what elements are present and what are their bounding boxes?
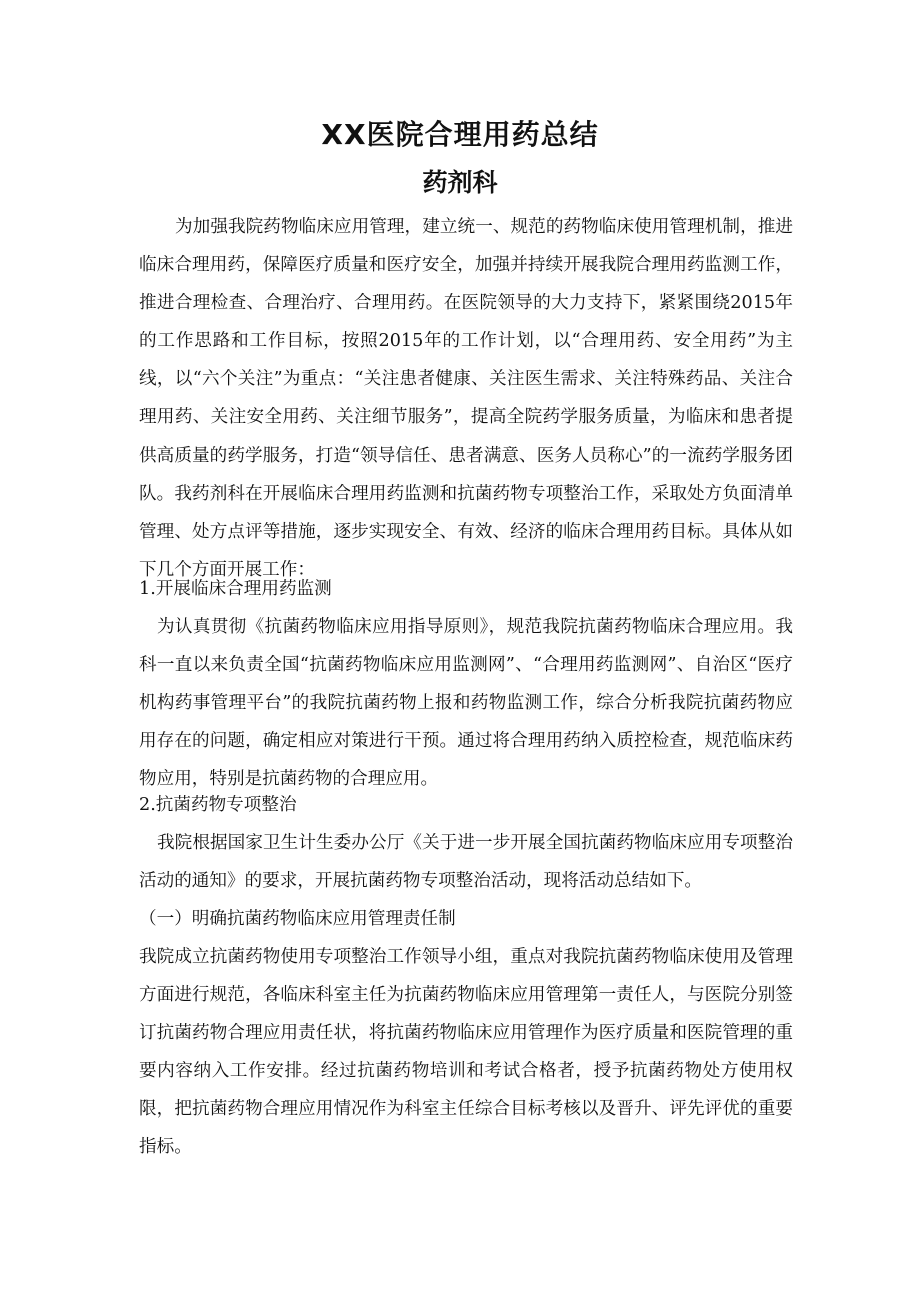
document-title: XX医院合理用药总结 xyxy=(321,118,599,151)
section-2-heading: 2.抗菌药物专项整治 xyxy=(139,795,297,815)
section-1-paragraph: 为认真贯彻《抗菌药物临床应用指导原则》，规范我院抗菌药物临床合理应用。我科一直以来负责全国“抗菌药物临床应用监测网”、“合理用药监测网”、自治区“医疗机构药事管理平台”的我院抗菌药物上报和药物监测工作，综合分析我院抗菌药物应用存在的问题，确定相应对策进行干预。通过将合理用药纳入质控检查，规范临床药物应用，特别是抗菌药物的合理应用。 xyxy=(139,617,793,790)
section-2-paragraph: 我院根据国家卫生计生委办公厅《关于进一步开展全国抗菌药物临床应用专项整治活动的通知》的要求，开展抗菌药物专项整治活动，现将活动总结如下。 xyxy=(139,833,793,892)
intro-paragraph: 为加强我院药物临床应用管理，建立统一、规范的药物临床使用管理机制，推进临床合理用药，保障医疗质量和医疗安全，加强并持续开展我院合理用药监测工作，推进合理检查、合理治疗、合理用药。在医院领导的大力支持下，紧紧围绕2015年的工作思路和工作目标，按照2015年的工作计划，以“合理用药、安全用药”为主线，以“六个关注”为重点：“关注患者健康、关注医生需求、关注特殊药品、关注合理用药、关注安全用药、关注细节服务”，提高全院药学服务质量，为临床和患者提供高质量的药学服务，打造“领导信任、患者满意、医务人员称心”的一流药学服务团队。我药剂科在开展临床合理用药监测和抗菌药物专项整治工作，采取处方负面清单管理、处方点评等措施，逐步实现安全、有效、经济的临床合理用药目标。具体从如下几个方面开展工作： xyxy=(139,217,793,580)
subsection-2-1-paragraph: 我院成立抗菌药物使用专项整治工作领导小组，重点对我院抗菌药物临床使用及管理方面进行规范，各临床科室主任为抗菌药物临床应用管理第一责任人，与医院分别签订抗菌药物合理应用责任状，将抗菌药物临床应用管理作为医疗质量和医院管理的重要内容纳入工作安排。经过抗菌药物培训和考试合格者，授予抗菌药物处方使用权限，把抗菌药物合理应用情况作为科室主任综合目标考核以及晋升、评先评优的重要指标。 xyxy=(139,947,793,1158)
section-1-heading: 1.开展临床合理用药监测 xyxy=(139,579,332,599)
department-subtitle: 药剂科 xyxy=(422,168,498,197)
subsection-2-1-heading: （一）明确抗菌药物临床应用管理责任制 xyxy=(139,909,456,929)
